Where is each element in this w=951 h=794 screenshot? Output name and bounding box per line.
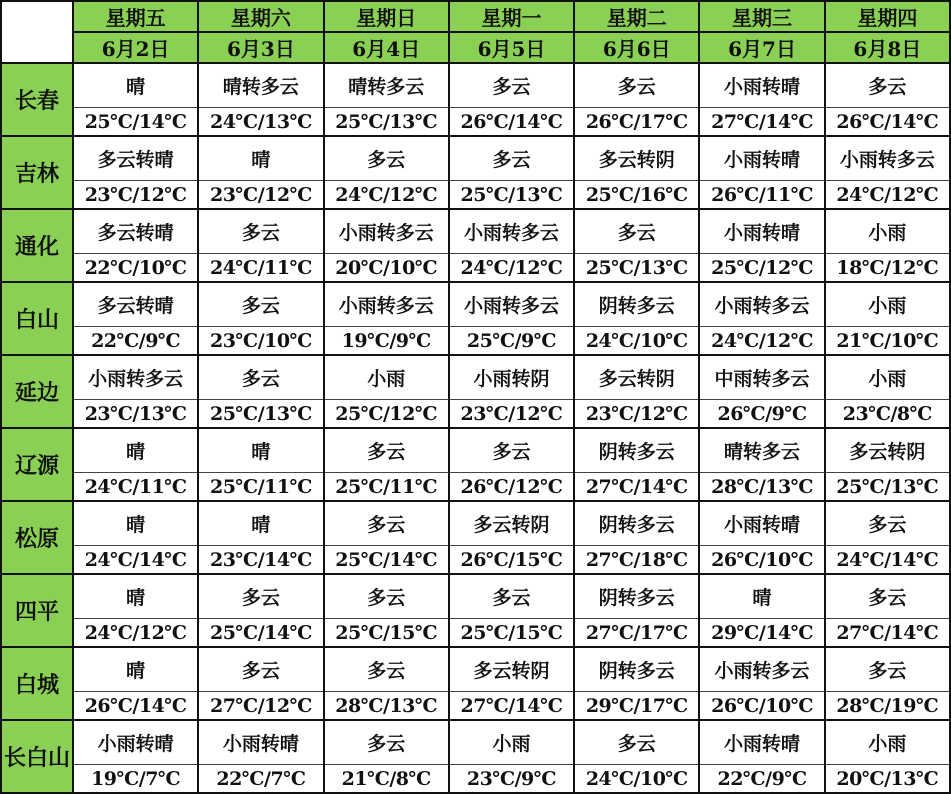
day-name-header: 星期二 (574, 1, 699, 32)
city-name: 白城 (1, 647, 73, 720)
date-header: 6月2日 (73, 32, 198, 63)
city-temp-row (1, 254, 950, 282)
temperature-cell: 18℃/12℃ (825, 254, 950, 282)
weather-cell: 晴 (73, 63, 198, 108)
temperature-cell: 25℃/13℃ (825, 473, 950, 501)
weather-cell: 小雨转晴 (699, 501, 824, 546)
city-weather-row (1, 501, 950, 546)
weather-cell: 多云 (825, 574, 950, 619)
city-temp-row (1, 181, 950, 209)
temperature-cell: 21℃/8℃ (324, 765, 449, 793)
weather-cell: 晴 (198, 501, 323, 546)
weather-cell: 多云转晴 (73, 209, 198, 254)
temperature-cell: 25℃/12℃ (324, 400, 449, 428)
temperature-cell: 25℃/9℃ (449, 327, 574, 355)
weather-cell: 多云 (198, 209, 323, 254)
city-name: 四平 (1, 574, 73, 647)
weather-cell: 多云转阴 (449, 501, 574, 546)
weather-cell: 多云 (324, 136, 449, 181)
temperature-cell: 24℃/14℃ (825, 546, 950, 574)
date-header: 6月6日 (574, 32, 699, 63)
temperature-cell: 24℃/12℃ (449, 254, 574, 282)
temperature-cell: 25℃/14℃ (324, 546, 449, 574)
weather-cell: 多云 (825, 647, 950, 692)
weather-cell: 阴转多云 (574, 501, 699, 546)
weather-cell: 晴 (73, 574, 198, 619)
temperature-cell: 22℃/9℃ (73, 327, 198, 355)
day-name-header: 星期五 (73, 1, 198, 32)
weather-cell: 晴转多云 (198, 63, 323, 108)
weather-cell: 多云 (574, 720, 699, 765)
city-temp-row (1, 765, 950, 793)
temperature-cell: 22℃/10℃ (73, 254, 198, 282)
temperature-cell: 25℃/14℃ (198, 619, 323, 647)
weather-cell: 多云 (324, 574, 449, 619)
temperature-cell: 25℃/14℃ (73, 108, 198, 136)
city-name: 长春 (1, 63, 73, 136)
temperature-cell: 26℃/14℃ (449, 108, 574, 136)
weather-cell: 小雨 (324, 355, 449, 400)
weather-cell: 晴 (699, 574, 824, 619)
weather-cell: 小雨转晴 (699, 63, 824, 108)
temperature-cell: 26℃/17℃ (574, 108, 699, 136)
temperature-cell: 25℃/13℃ (449, 181, 574, 209)
weather-cell: 小雨转多云 (825, 136, 950, 181)
weather-cell: 多云 (449, 428, 574, 473)
temperature-cell: 24℃/12℃ (324, 181, 449, 209)
day-name-header: 星期一 (449, 1, 574, 32)
weather-cell: 小雨转阴 (449, 355, 574, 400)
temperature-cell: 24℃/12℃ (73, 619, 198, 647)
weather-cell: 小雨 (449, 720, 574, 765)
temperature-cell: 28℃/19℃ (825, 692, 950, 720)
temperature-cell: 25℃/16℃ (574, 181, 699, 209)
temperature-cell: 24℃/11℃ (73, 473, 198, 501)
weather-cell: 多云转阴 (825, 428, 950, 473)
temperature-cell: 26℃/10℃ (699, 692, 824, 720)
weather-cell: 阴转多云 (574, 282, 699, 327)
temperature-cell: 24℃/10℃ (574, 765, 699, 793)
weather-cell: 多云 (324, 720, 449, 765)
temperature-cell: 27℃/14℃ (825, 619, 950, 647)
city-name: 松原 (1, 501, 73, 574)
temperature-cell: 28℃/13℃ (699, 473, 824, 501)
city-name: 延边 (1, 355, 73, 428)
temperature-cell: 24℃/13℃ (198, 108, 323, 136)
temperature-cell: 23℃/9℃ (449, 765, 574, 793)
city-name: 辽源 (1, 428, 73, 501)
weather-cell: 小雨转多云 (699, 282, 824, 327)
weather-cell: 小雨转多云 (73, 355, 198, 400)
temperature-cell: 25℃/15℃ (324, 619, 449, 647)
day-name-header: 星期四 (825, 1, 950, 32)
table-body (1, 1, 950, 793)
weather-cell: 小雨转多云 (449, 282, 574, 327)
city-temp-row (1, 108, 950, 136)
temperature-cell: 26℃/12℃ (449, 473, 574, 501)
header-row-dates (1, 32, 950, 63)
temperature-cell: 25℃/13℃ (324, 108, 449, 136)
weather-cell: 多云 (449, 574, 574, 619)
temperature-cell: 29℃/17℃ (574, 692, 699, 720)
temperature-cell: 22℃/7℃ (198, 765, 323, 793)
weather-cell: 晴 (198, 136, 323, 181)
temperature-cell: 23℃/8℃ (825, 400, 950, 428)
temperature-cell: 19℃/9℃ (324, 327, 449, 355)
temperature-cell: 27℃/17℃ (574, 619, 699, 647)
city-weather-row (1, 136, 950, 181)
weather-cell: 阴转多云 (574, 574, 699, 619)
weather-cell: 晴 (73, 428, 198, 473)
temperature-cell: 23℃/14℃ (198, 546, 323, 574)
header-corner (1, 1, 73, 63)
weather-cell: 小雨转多云 (324, 209, 449, 254)
city-weather-row (1, 282, 950, 327)
weather-cell: 阴转多云 (574, 428, 699, 473)
temperature-cell: 26℃/9℃ (699, 400, 824, 428)
weather-cell: 多云 (574, 209, 699, 254)
city-name: 通化 (1, 209, 73, 282)
city-weather-row (1, 720, 950, 765)
temperature-cell: 24℃/10℃ (574, 327, 699, 355)
weather-cell: 多云转阴 (449, 647, 574, 692)
temperature-cell: 23℃/13℃ (73, 400, 198, 428)
weather-cell: 多云 (825, 501, 950, 546)
weather-cell: 多云 (198, 282, 323, 327)
city-name: 白山 (1, 282, 73, 355)
date-header: 6月7日 (699, 32, 824, 63)
temperature-cell: 27℃/18℃ (574, 546, 699, 574)
temperature-cell: 25℃/13℃ (198, 400, 323, 428)
weather-cell: 小雨转晴 (699, 720, 824, 765)
weather-cell: 小雨转晴 (699, 136, 824, 181)
city-weather-row (1, 428, 950, 473)
temperature-cell: 26℃/10℃ (699, 546, 824, 574)
weather-cell: 多云 (449, 136, 574, 181)
city-temp-row (1, 619, 950, 647)
weather-cell: 小雨 (825, 209, 950, 254)
weather-cell: 小雨 (825, 282, 950, 327)
temperature-cell: 26℃/14℃ (73, 692, 198, 720)
temperature-cell: 26℃/15℃ (449, 546, 574, 574)
weather-cell: 小雨转晴 (198, 720, 323, 765)
temperature-cell: 23℃/12℃ (449, 400, 574, 428)
temperature-cell: 26℃/14℃ (825, 108, 950, 136)
temperature-cell: 23℃/10℃ (198, 327, 323, 355)
temperature-cell: 27℃/14℃ (574, 473, 699, 501)
city-temp-row (1, 327, 950, 355)
weather-cell: 晴转多云 (699, 428, 824, 473)
date-header: 6月4日 (324, 32, 449, 63)
weather-cell: 小雨转多云 (324, 282, 449, 327)
temperature-cell: 24℃/12℃ (699, 327, 824, 355)
temperature-cell: 24℃/11℃ (198, 254, 323, 282)
temperature-cell: 27℃/12℃ (198, 692, 323, 720)
weather-cell: 多云 (825, 63, 950, 108)
weather-cell: 小雨转晴 (73, 720, 198, 765)
city-name: 长白山 (1, 720, 73, 793)
temperature-cell: 23℃/12℃ (198, 181, 323, 209)
temperature-cell: 25℃/12℃ (699, 254, 824, 282)
temperature-cell: 24℃/12℃ (825, 181, 950, 209)
temperature-cell: 22℃/9℃ (699, 765, 824, 793)
weather-cell: 小雨转多云 (699, 647, 824, 692)
temperature-cell: 27℃/14℃ (699, 108, 824, 136)
weather-cell: 多云转晴 (73, 136, 198, 181)
temperature-cell: 27℃/14℃ (449, 692, 574, 720)
temperature-cell: 20℃/13℃ (825, 765, 950, 793)
city-temp-row (1, 546, 950, 574)
weather-cell: 小雨转晴 (699, 209, 824, 254)
date-header: 6月3日 (198, 32, 323, 63)
weather-cell: 晴 (198, 428, 323, 473)
city-temp-row (1, 400, 950, 428)
temperature-cell: 20℃/10℃ (324, 254, 449, 282)
weather-cell: 多云转晴 (73, 282, 198, 327)
day-name-header: 星期日 (324, 1, 449, 32)
weather-cell: 中雨转多云 (699, 355, 824, 400)
weather-cell: 晴转多云 (324, 63, 449, 108)
weather-cell: 多云 (324, 501, 449, 546)
temperature-cell: 21℃/10℃ (825, 327, 950, 355)
day-name-header: 星期三 (699, 1, 824, 32)
temperature-cell: 23℃/12℃ (574, 400, 699, 428)
city-weather-row (1, 647, 950, 692)
temperature-cell: 25℃/13℃ (574, 254, 699, 282)
temperature-cell: 24℃/14℃ (73, 546, 198, 574)
temperature-cell: 25℃/11℃ (198, 473, 323, 501)
city-temp-row (1, 473, 950, 501)
temperature-cell: 25℃/15℃ (449, 619, 574, 647)
city-weather-row (1, 574, 950, 619)
weather-cell: 多云 (324, 428, 449, 473)
city-weather-row (1, 355, 950, 400)
weather-cell: 多云 (574, 63, 699, 108)
weather-cell: 小雨转多云 (449, 209, 574, 254)
weather-cell: 小雨 (825, 355, 950, 400)
temperature-cell: 23℃/12℃ (73, 181, 198, 209)
date-header: 6月8日 (825, 32, 950, 63)
weather-cell: 晴 (73, 647, 198, 692)
weather-cell: 多云 (198, 647, 323, 692)
weather-cell: 多云转阴 (574, 136, 699, 181)
city-temp-row (1, 692, 950, 720)
weather-cell: 多云 (449, 63, 574, 108)
weather-cell: 多云 (198, 355, 323, 400)
temperature-cell: 29℃/14℃ (699, 619, 824, 647)
city-name: 吉林 (1, 136, 73, 209)
city-weather-row (1, 209, 950, 254)
weather-cell: 多云 (324, 647, 449, 692)
city-weather-row (1, 63, 950, 108)
weather-cell: 阴转多云 (574, 647, 699, 692)
weather-cell: 晴 (73, 501, 198, 546)
temperature-cell: 28℃/13℃ (324, 692, 449, 720)
date-header: 6月5日 (449, 32, 574, 63)
temperature-cell: 26℃/11℃ (699, 181, 824, 209)
weather-cell: 多云 (198, 574, 323, 619)
weather-cell: 多云转阴 (574, 355, 699, 400)
temperature-cell: 19℃/7℃ (73, 765, 198, 793)
header-row-days (1, 1, 950, 32)
day-name-header: 星期六 (198, 1, 323, 32)
weather-cell: 小雨 (825, 720, 950, 765)
temperature-cell: 25℃/11℃ (324, 473, 449, 501)
